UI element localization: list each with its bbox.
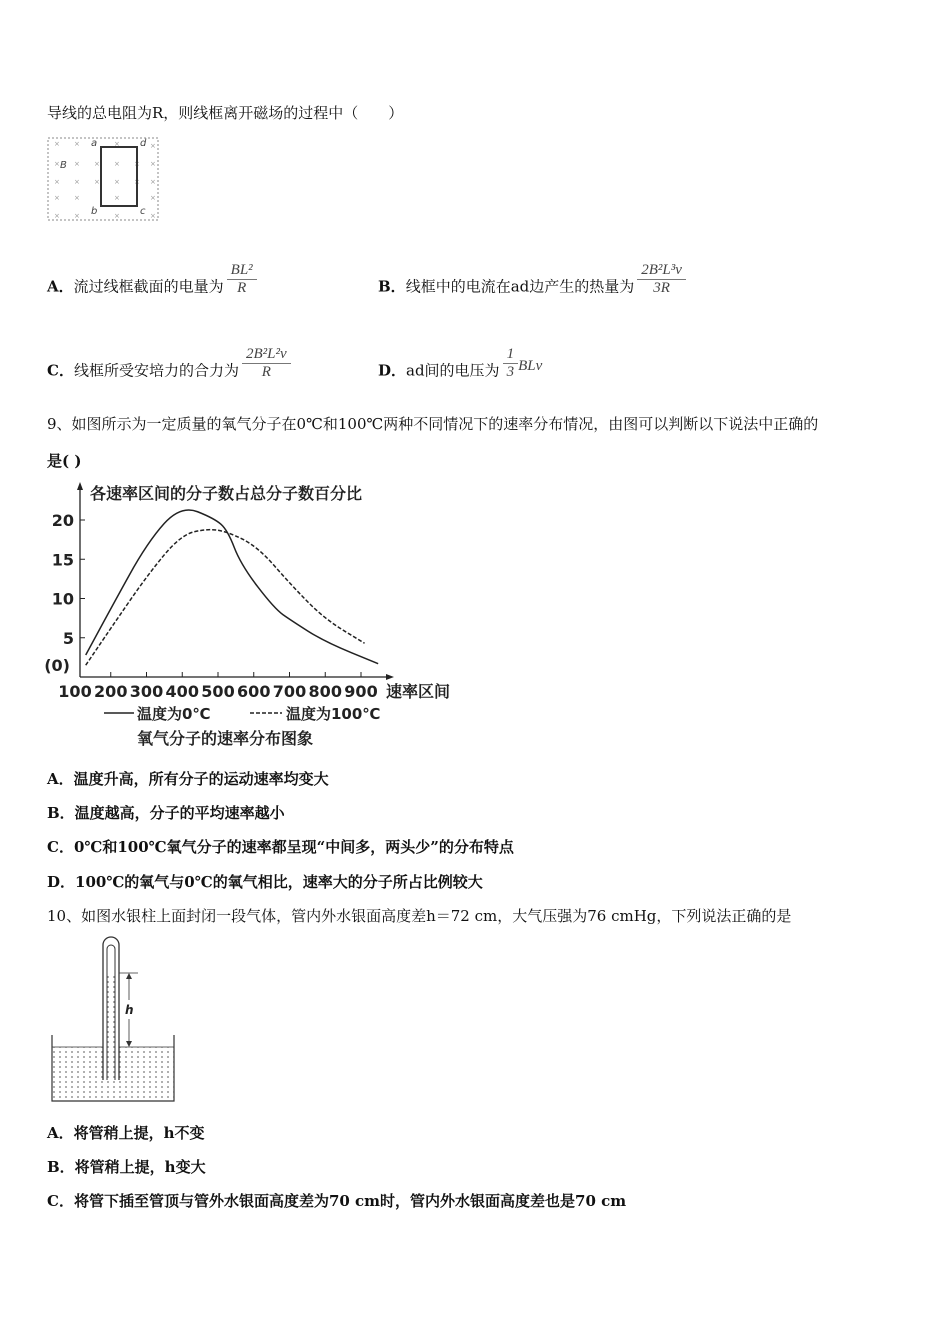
q9-stem-cont: 是( ) bbox=[47, 452, 82, 470]
option-label: C． bbox=[47, 361, 74, 380]
option-text: ad间的电压为 bbox=[406, 361, 500, 380]
denominator: 3 bbox=[506, 364, 515, 380]
svg-text:×: × bbox=[114, 178, 120, 186]
svg-text:×: × bbox=[74, 140, 80, 148]
numerator: BL² bbox=[227, 262, 257, 280]
chart-title: 各速率区间的分子数占总分子数百分比 bbox=[90, 484, 363, 503]
q9-option-d[interactable]: D．100℃的氧气与0℃的氧气相比，速率大的分子所占比例较大 bbox=[47, 873, 483, 891]
option-text: 线框中的电流在ad边产生的热量为 bbox=[405, 277, 635, 296]
denominator: 3R bbox=[653, 280, 670, 296]
option-label: A． bbox=[47, 277, 74, 296]
svg-text:×: × bbox=[54, 212, 60, 220]
svg-text:×: × bbox=[94, 178, 100, 186]
curve-100c bbox=[86, 530, 365, 666]
y-tick-label: 5 bbox=[62, 628, 74, 648]
label-c: c bbox=[140, 206, 146, 217]
q9-stem: 9、如图所示为一定质量的氧气分子在0℃和100℃两种不同情况下的速率分布情况，由图可以判断以下说法中正确的 bbox=[47, 415, 819, 433]
option-label: B． bbox=[378, 277, 406, 296]
svg-text:×: × bbox=[94, 160, 100, 168]
svg-text:×: × bbox=[74, 194, 80, 202]
svg-text:×: × bbox=[150, 194, 156, 202]
q10-option-a[interactable]: A．将管稍上提，h不变 bbox=[47, 1124, 205, 1142]
x-tick-label: 400 bbox=[165, 682, 199, 701]
y-axis-arrow bbox=[77, 482, 83, 490]
q9-option-b[interactable]: B．温度越高，分子的平均速率越小 bbox=[47, 804, 285, 822]
svg-text:×: × bbox=[150, 178, 156, 186]
option-text: 流过线框截面的电量为 bbox=[73, 277, 224, 296]
legend-0c: 温度为0℃ bbox=[137, 705, 211, 723]
y-tick-label: (0) bbox=[44, 656, 70, 675]
svg-text:×: × bbox=[54, 178, 60, 186]
denominator: R bbox=[237, 280, 247, 296]
numerator: 1 bbox=[503, 346, 519, 364]
x-tick-label: 600 bbox=[237, 682, 271, 701]
denominator: R bbox=[261, 364, 271, 380]
q10-stem: 10、如图水银柱上面封闭一段气体，管内外水银面高度差h＝72 cm，大气压强为76 cmHg，下列说法正确的是 bbox=[47, 907, 792, 925]
x-tick-label: 900 bbox=[344, 682, 378, 701]
x-axis-label: 速率区间 bbox=[386, 682, 451, 701]
svg-text:×: × bbox=[114, 194, 120, 202]
mercury-tube-diagram bbox=[46, 935, 186, 1105]
y-tick-label: 20 bbox=[51, 511, 74, 530]
svg-text:×: × bbox=[114, 160, 120, 168]
svg-text:×: × bbox=[134, 178, 140, 186]
h-label: h bbox=[125, 1003, 134, 1017]
label-d: d bbox=[140, 138, 147, 149]
q9-option-c[interactable]: C．0℃和100℃氧气分子的速率都呈现“中间多，两头少”的分布特点 bbox=[47, 838, 514, 856]
y-tick-label: 15 bbox=[51, 550, 74, 570]
curve-0c bbox=[86, 510, 378, 664]
svg-text:×: × bbox=[74, 212, 80, 220]
q10-option-c[interactable]: C．将管下插至管顶与管外水银面高度差为70 cm时，管内外水银面高度差也是70 cm bbox=[47, 1192, 627, 1210]
svg-text:×: × bbox=[54, 160, 60, 168]
option-label: D． bbox=[378, 361, 407, 380]
x-tick-label: 800 bbox=[308, 682, 342, 701]
svg-text:×: × bbox=[134, 160, 140, 168]
x-tick-label: 200 bbox=[94, 682, 128, 701]
chart-caption: 氧气分子的速率分布图象 bbox=[137, 729, 314, 748]
svg-text:×: × bbox=[114, 140, 120, 148]
numerator: 2B²L³v bbox=[637, 262, 686, 280]
x-tick-label: 300 bbox=[129, 682, 164, 701]
formula-tail: BLv bbox=[518, 357, 543, 374]
question-intro: 导线的总电阻为R，则线框离开磁场的过程中（ ） bbox=[47, 104, 404, 122]
svg-text:×: × bbox=[54, 140, 60, 148]
svg-text:×: × bbox=[150, 160, 156, 168]
legend-100c: 温度为100℃ bbox=[286, 705, 381, 723]
svg-text:×: × bbox=[54, 194, 60, 202]
svg-text:×: × bbox=[74, 160, 80, 168]
y-tick-label: 10 bbox=[51, 589, 74, 609]
x-tick-label: 500 bbox=[201, 682, 235, 701]
svg-text:×: × bbox=[74, 178, 80, 186]
svg-text:×: × bbox=[150, 142, 156, 150]
label-a: a bbox=[91, 138, 98, 149]
svg-text:×: × bbox=[114, 212, 120, 220]
option-text: 线框所受安培力的合力为 bbox=[73, 361, 239, 380]
x-axis-arrow bbox=[386, 674, 394, 680]
numerator: 2B²L²v bbox=[242, 346, 291, 364]
q10-option-b[interactable]: B．将管稍上提，h变大 bbox=[47, 1158, 206, 1176]
x-tick-label: 700 bbox=[272, 682, 307, 701]
label-B: B bbox=[60, 160, 67, 171]
x-tick-label: 100 bbox=[58, 682, 92, 701]
svg-text:×: × bbox=[150, 212, 156, 220]
label-b: b bbox=[91, 206, 98, 217]
q9-option-a[interactable]: A．温度升高，所有分子的运动速率均变大 bbox=[47, 770, 329, 788]
